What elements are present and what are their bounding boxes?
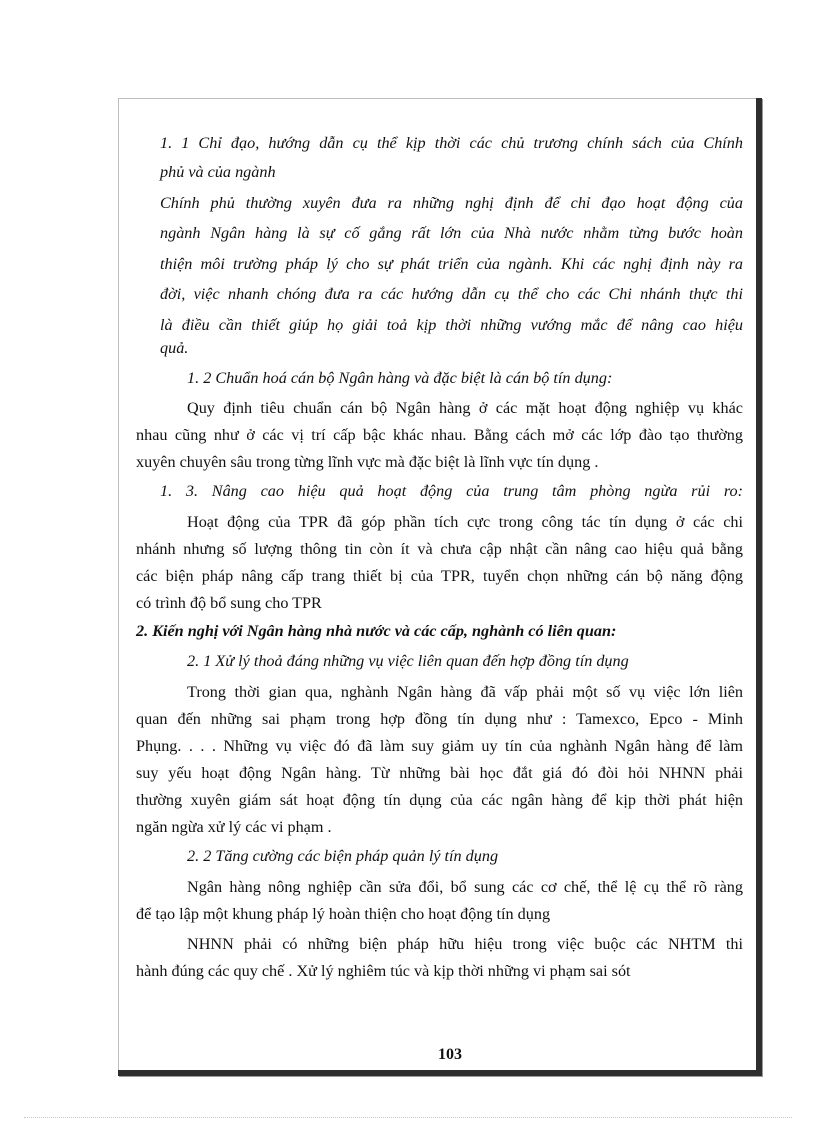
paragraph-line: nhánh nhưng số lượng thông tin còn ít và chưa cập nhật cần nâng cao hiệu quả bằng [136, 540, 743, 558]
paragraph-line: quan đến những sai phạm trong hợp đồng tín dụng như : Tamexco, Epco - Minh [136, 710, 743, 728]
paragraph-line: Phụng. . . . Những vụ việc đó đã làm suy giảm uy tín của nghành Ngân hàng để làm [136, 737, 743, 755]
paragraph-line: Quy định tiêu chuẩn cán bộ Ngân hàng ở các mặt hoạt động nghiệp vụ khác [187, 399, 743, 417]
paragraph-line: thiện môi trường pháp lý cho sự phát triển của ngành. Khi các nghị định này ra [160, 255, 743, 273]
paragraph-line: NHNN phải có những biện pháp hữu hiệu trong việc buộc các NHTM thi [187, 935, 743, 953]
paragraph-line: Hoạt động của TPR đã góp phần tích cực trong công tác tín dụng ở các chi [187, 513, 743, 531]
paragraph-line: có trình độ bổ sung cho TPR [136, 594, 322, 612]
paragraph-line: Ngân hàng nông nghiệp cần sửa đổi, bổ sung các cơ chế, thể lệ cụ thể rõ ràng [187, 878, 743, 896]
paragraph-line: xuyên chuyên sâu trong từng lĩnh vực mà đặc biệt là lĩnh vực tín dụng . [136, 453, 599, 471]
paragraph-line: Chính phủ thường xuyên đưa ra những nghị định để chỉ đạo hoạt động của [160, 194, 743, 212]
page-edge-dotted-line [24, 1117, 792, 1118]
paragraph-line: thường xuyên giám sát hoạt động tín dụng của các ngân hàng để kịp thời phát hiện [136, 791, 743, 809]
paragraph-line: suy yếu hoạt động Ngân hàng. Từ những bài học đắt giá đó đòi hỏi NHNN phải [136, 764, 743, 782]
paragraph-line: nhau cũng như ở các vị trí cấp bậc khác nhau. Bằng cách mở các lớp đào tạo thường [136, 426, 743, 444]
section-heading-1-3: 1. 3. Nâng cao hiệu quả hoạt động của trung tâm phòng ngừa rủi ro: [160, 482, 743, 500]
paragraph-line: Trong thời gian qua, nghành Ngân hàng đã vấp phải một số vụ việc lớn liên [187, 683, 743, 701]
paragraph-line: là điều cần thiết giúp họ giải toả kịp thời những vướng mắc để nâng cao hiệu [160, 316, 743, 334]
section-heading-2-1: 2. 1 Xử lý thoả đáng những vụ việc liên quan đến hợp đồng tín dụng [187, 652, 629, 670]
section-heading-1-1-cont: phủ và của ngành [160, 163, 276, 181]
paragraph-line: ngăn ngừa xử lý các vi phạm . [136, 818, 332, 836]
section-heading-2-2: 2. 2 Tăng cường các biện pháp quản lý tín dụng [187, 847, 499, 865]
section-heading-1-1: 1. 1 Chỉ đạo, hướng dẫn cụ thể kịp thời các chủ trương chính sách của Chính [160, 134, 743, 152]
paragraph-line: ngành Ngân hàng là sự cố gắng rất lớn của Nhà nước nhằm từng bước hoàn [160, 224, 743, 242]
section-heading-1-2: 1. 2 Chuẩn hoá cán bộ Ngân hàng và đặc biệt là cán bộ tín dụng: [187, 369, 613, 387]
paragraph-line: để tạo lập một khung pháp lý hoàn thiện cho hoạt động tín dụng [136, 905, 551, 923]
paragraph-line: hành đúng các quy chế . Xử lý nghiêm túc và kịp thời những vi phạm sai sót [136, 962, 631, 980]
page-border-shadow [118, 98, 762, 1076]
page-number: 103 [438, 1046, 462, 1063]
paragraph-line: đời, việc nhanh chóng đưa ra các hướng dẫn cụ thể cho các Chi nhánh thực thi [160, 285, 743, 303]
paragraph-line: quả. [160, 339, 189, 357]
paragraph-line: các biện pháp nâng cấp trang thiết bị của TPR, tuyển chọn những cán bộ năng động [136, 567, 743, 585]
section-heading-2: 2. Kiến nghị với Ngân hàng nhà nước và các cấp, nghành có liên quan: [136, 622, 617, 640]
